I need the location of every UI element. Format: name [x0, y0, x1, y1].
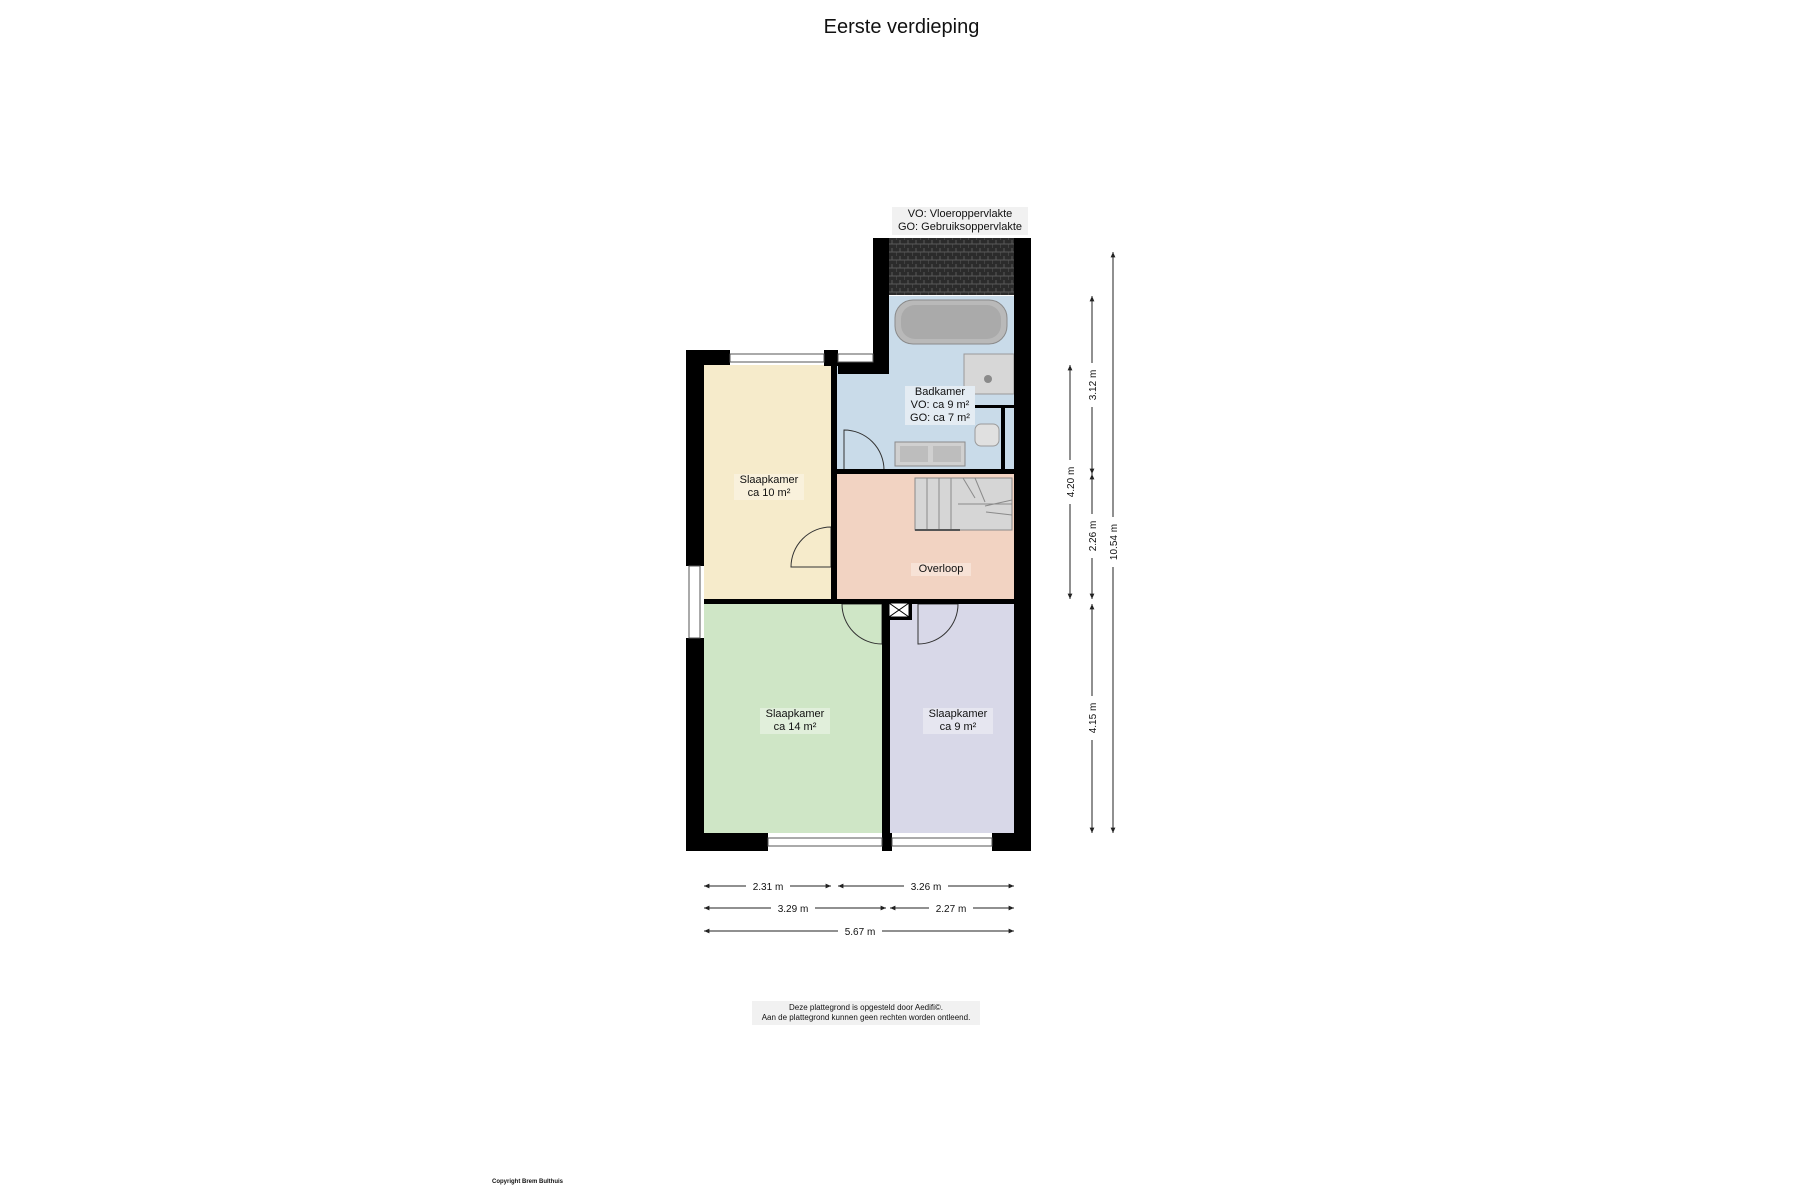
disclaimer-line-1: Deze plattegrond is opgesteld door Aedifi©. [789, 1003, 943, 1012]
dim-v-3-12: 3.12 m [1088, 369, 1099, 401]
dim-h-3-26: 3.26 m [910, 882, 942, 893]
slaapkamer-10-name: Slaapkamer [739, 474, 799, 486]
copyright: Copyright Brem Bulthuis [492, 1179, 564, 1185]
label-slaapkamer-14 [760, 708, 830, 734]
legend-go: GO: Gebruiksoppervlakte [897, 221, 1023, 233]
staircase-icon [915, 478, 1012, 530]
slaapkamer-14-area: ca 14 m² [773, 721, 817, 733]
disclaimer-line-2: Aan de plattegrond kunnen geen rechten worden ontleend. [761, 1013, 971, 1022]
dim-h-5-67: 5.67 m [844, 927, 876, 938]
badkamer-vo: VO: ca 9 m² [910, 399, 970, 411]
label-slaapkamer-10 [734, 474, 804, 500]
slaapkamer-14-name: Slaapkamer [765, 708, 825, 720]
shaft-icon [889, 603, 909, 617]
dim-h-3-29: 3.29 m [777, 904, 809, 915]
slaapkamer-9-name: Slaapkamer [928, 708, 988, 720]
label-badkamer [905, 386, 975, 425]
page-title: Eerste verdieping [823, 16, 980, 38]
dim-v-2-26: 2.26 m [1088, 520, 1099, 552]
sink-basin-right [933, 446, 961, 462]
label-overloop [911, 563, 971, 576]
badkamer-name: Badkamer [914, 386, 966, 398]
dim-v-4-20: 4.20 m [1066, 466, 1077, 498]
bathtub-inner [901, 305, 1001, 339]
sink-basin-left [900, 446, 928, 462]
badkamer-go: GO: ca 7 m² [910, 412, 970, 424]
roof-tiles [876, 238, 1031, 295]
dim-h-2-27: 2.27 m [935, 904, 967, 915]
disclaimer [752, 1001, 980, 1025]
dim-v-4-15: 4.15 m [1088, 702, 1099, 734]
toilet-icon [975, 424, 999, 446]
slaapkamer-10-area: ca 10 m² [747, 487, 791, 499]
dim-h-2-31: 2.31 m [752, 882, 784, 893]
label-slaapkamer-9 [923, 708, 993, 734]
dim-v-10-54: 10.54 m [1109, 523, 1120, 561]
legend [892, 207, 1028, 235]
slaapkamer-9-area: ca 9 m² [939, 721, 977, 733]
shower-drain-icon [984, 375, 992, 383]
overloop-name: Overloop [918, 563, 964, 575]
legend-vo: VO: Vloeroppervlakte [907, 208, 1013, 220]
